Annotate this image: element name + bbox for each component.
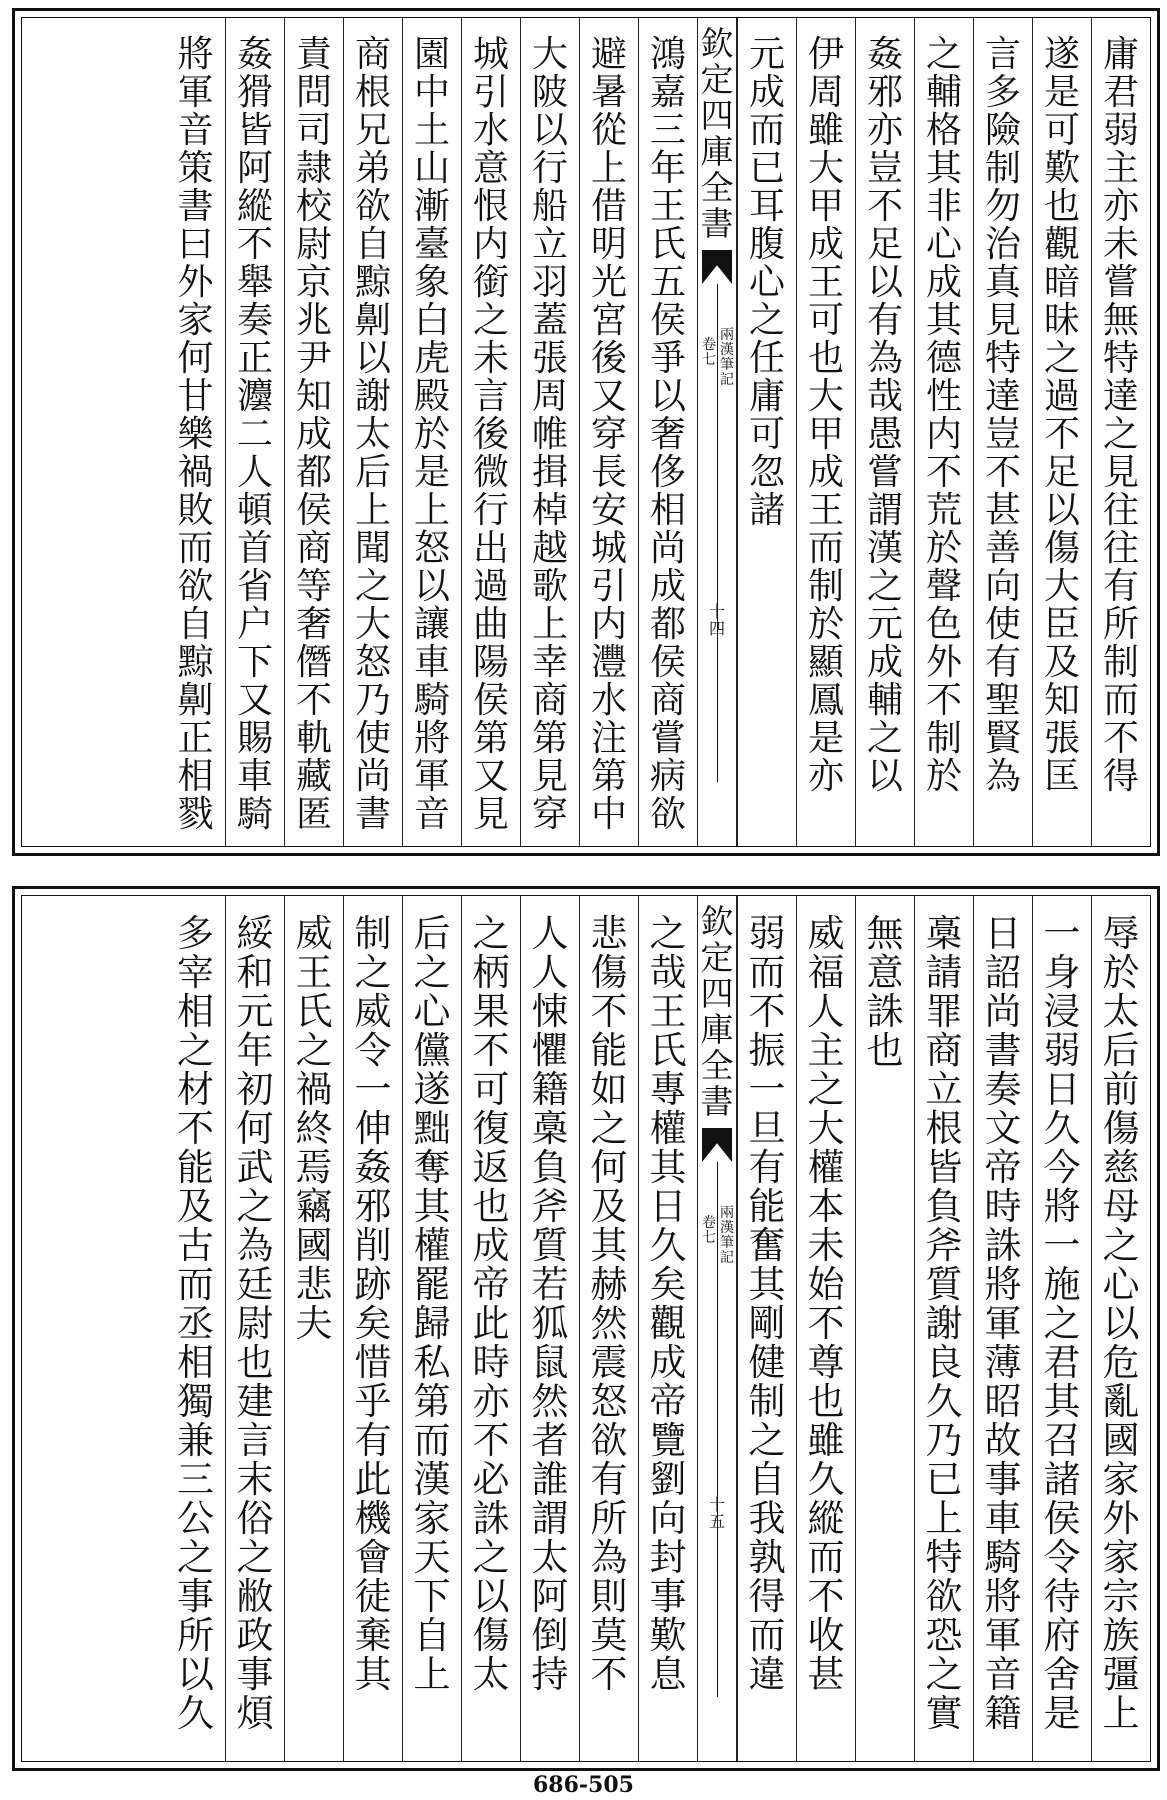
text-column: 弱 而 不 振 一 旦 有 能 奮 其 剛 健 制 之 自 我 孰 得 而 違 <box>737 896 796 1761</box>
margin-juan: 卷 七 <box>702 337 716 368</box>
text-frame <box>21 17 1151 847</box>
text-column: 言 多 險 制 勿 治 真 見 特 達 豈 不 甚 善 向 使 有 聖 賢 為 <box>973 18 1032 846</box>
fish-tail-mark <box>702 1128 732 1162</box>
text-frame <box>21 895 1151 1762</box>
text-column: 無 意 誅 也 <box>855 896 914 1761</box>
margin-title: 欽 定 四 庫 全 書 <box>700 902 734 1121</box>
center-margin <box>697 18 737 846</box>
margin-book-title: 兩 漢 筆 記 <box>720 327 734 388</box>
page-top <box>12 8 1160 856</box>
center-margin <box>697 896 737 1761</box>
text-column: 威 王 氏 之 禍 終 焉 竊 國 悲 夫 <box>284 896 343 1761</box>
text-column: 威 福 人 主 之 大 權 本 未 始 不 尊 也 雖 久 縱 而 不 收 甚 <box>796 896 855 1761</box>
text-column: 庸 君 弱 主 亦 未 嘗 無 特 達 之 見 往 往 有 所 制 而 不 得 <box>1091 18 1150 846</box>
page-bottom <box>12 886 1160 1771</box>
text-column: 元 成 而 已 耳 腹 心 之 任 庸 可 忽 諸 <box>737 18 796 846</box>
margin-folio: 十 四 <box>708 602 725 638</box>
text-column: 槀 請 罪 商 立 根 皆 負 斧 質 謝 良 久 乃 已 上 特 欲 恐 之 實 <box>914 896 973 1761</box>
fish-tail-mark <box>702 250 732 284</box>
text-column: 商 根 兄 弟 欲 自 黥 劓 以 謝 太 后 上 聞 之 大 怒 乃 使 尚 書 <box>343 18 402 846</box>
text-column: 悲 傷 不 能 如 之 何 及 其 赫 然 震 怒 欲 有 所 為 則 莫 不 <box>579 896 638 1761</box>
text-column: 園 中 土 山 漸 臺 象 白 虎 殿 於 是 上 怒 以 讓 車 騎 將 軍 音 <box>402 18 461 846</box>
margin-book-title: 兩 漢 筆 記 <box>720 1205 734 1266</box>
text-column: 責 問 司 隷 校 尉 京 兆 尹 知 成 都 侯 商 等 奢 僭 不 軌 藏 匿 <box>284 18 343 846</box>
text-column: 大 陂 以 行 船 立 羽 蓋 張 周 帷 揖 棹 越 歌 上 幸 商 第 見 穿 <box>520 18 579 846</box>
text-column: 一 身 浸 弱 日 久 今 將 一 施 之 君 其 召 諸 侯 令 待 府 舍 是 <box>1032 896 1091 1761</box>
margin-title: 欽 定 四 庫 全 書 <box>700 24 734 243</box>
text-column: 姦 猾 皆 阿 縱 不 舉 奏 正 灋 二 人 頓 首 省 户 下 又 賜 車 騎 <box>225 18 284 846</box>
margin-folio: 十 五 <box>708 1495 725 1531</box>
text-column: 后 之 心 儻 遂 黜 奪 其 權 罷 歸 私 第 而 漢 家 天 下 自 上 <box>402 896 461 1761</box>
text-column: 多 宰 相 之 材 不 能 及 古 而 丞 相 獨 兼 三 公 之 事 所 以 久 <box>177 912 214 1735</box>
margin-juan: 卷 七 <box>702 1215 716 1246</box>
text-column: 避 暑 從 上 借 明 光 宮 後 又 穿 長 安 城 引 内 灃 水 注 第 中 <box>579 18 638 846</box>
page-number: 686-505 <box>533 1772 634 1798</box>
text-column: 遂 是 可 歎 也 觀 暗 昧 之 過 不 足 以 傷 大 臣 及 知 張 匡 <box>1032 18 1091 846</box>
text-column: 伊 周 雖 大 甲 成 王 可 也 大 甲 成 王 而 制 於 顯 鳳 是 亦 <box>796 18 855 846</box>
text-column: 制 之 威 令 一 伸 姦 邪 削 跡 矣 惜 乎 有 此 機 會 徒 棄 其 <box>343 896 402 1761</box>
text-column: 之 輔 格 其 非 心 成 其 德 性 内 不 荒 於 聲 色 外 不 制 於 <box>914 18 973 846</box>
text-column: 之 柄 果 不 可 復 返 也 成 帝 此 時 亦 不 必 誅 之 以 傷 太 <box>461 896 520 1761</box>
text-column: 日 詔 尚 書 奏 文 帝 時 誅 將 軍 薄 昭 故 事 車 騎 將 軍 音 籍 <box>973 896 1032 1761</box>
text-column: 綏 和 元 年 初 何 武 之 為 廷 尉 也 建 言 末 俗 之 敝 政 事 煩 <box>225 896 284 1761</box>
text-column: 姦 邪 亦 豈 不 足 以 有 為 哉 愚 嘗 謂 漢 之 元 成 輔 之 以 <box>855 18 914 846</box>
text-column: 城 引 水 意 恨 内 銜 之 未 言 後 微 行 出 過 曲 陽 侯 第 又 見 <box>461 18 520 846</box>
text-column: 人 人 悚 懼 籍 槀 負 斧 質 若 狐 鼠 然 者 誰 謂 太 阿 倒 持 <box>520 896 579 1761</box>
text-column: 之 哉 王 氏 專 權 其 日 久 矣 觀 成 帝 覽 劉 向 封 事 歎 息 <box>638 896 697 1761</box>
text-column: 將 軍 音 策 書 曰 外 家 何 甘 樂 禍 敗 而 欲 自 黥 劓 正 相 戮 <box>177 34 214 835</box>
text-column: 鴻 嘉 三 年 王 氏 五 侯 爭 以 奢 侈 相 尚 成 都 侯 商 嘗 病 欲 <box>638 18 697 846</box>
text-column: 辱 於 太 后 前 傷 慈 母 之 心 以 危 亂 國 家 外 家 宗 族 彊 上 <box>1091 896 1150 1761</box>
